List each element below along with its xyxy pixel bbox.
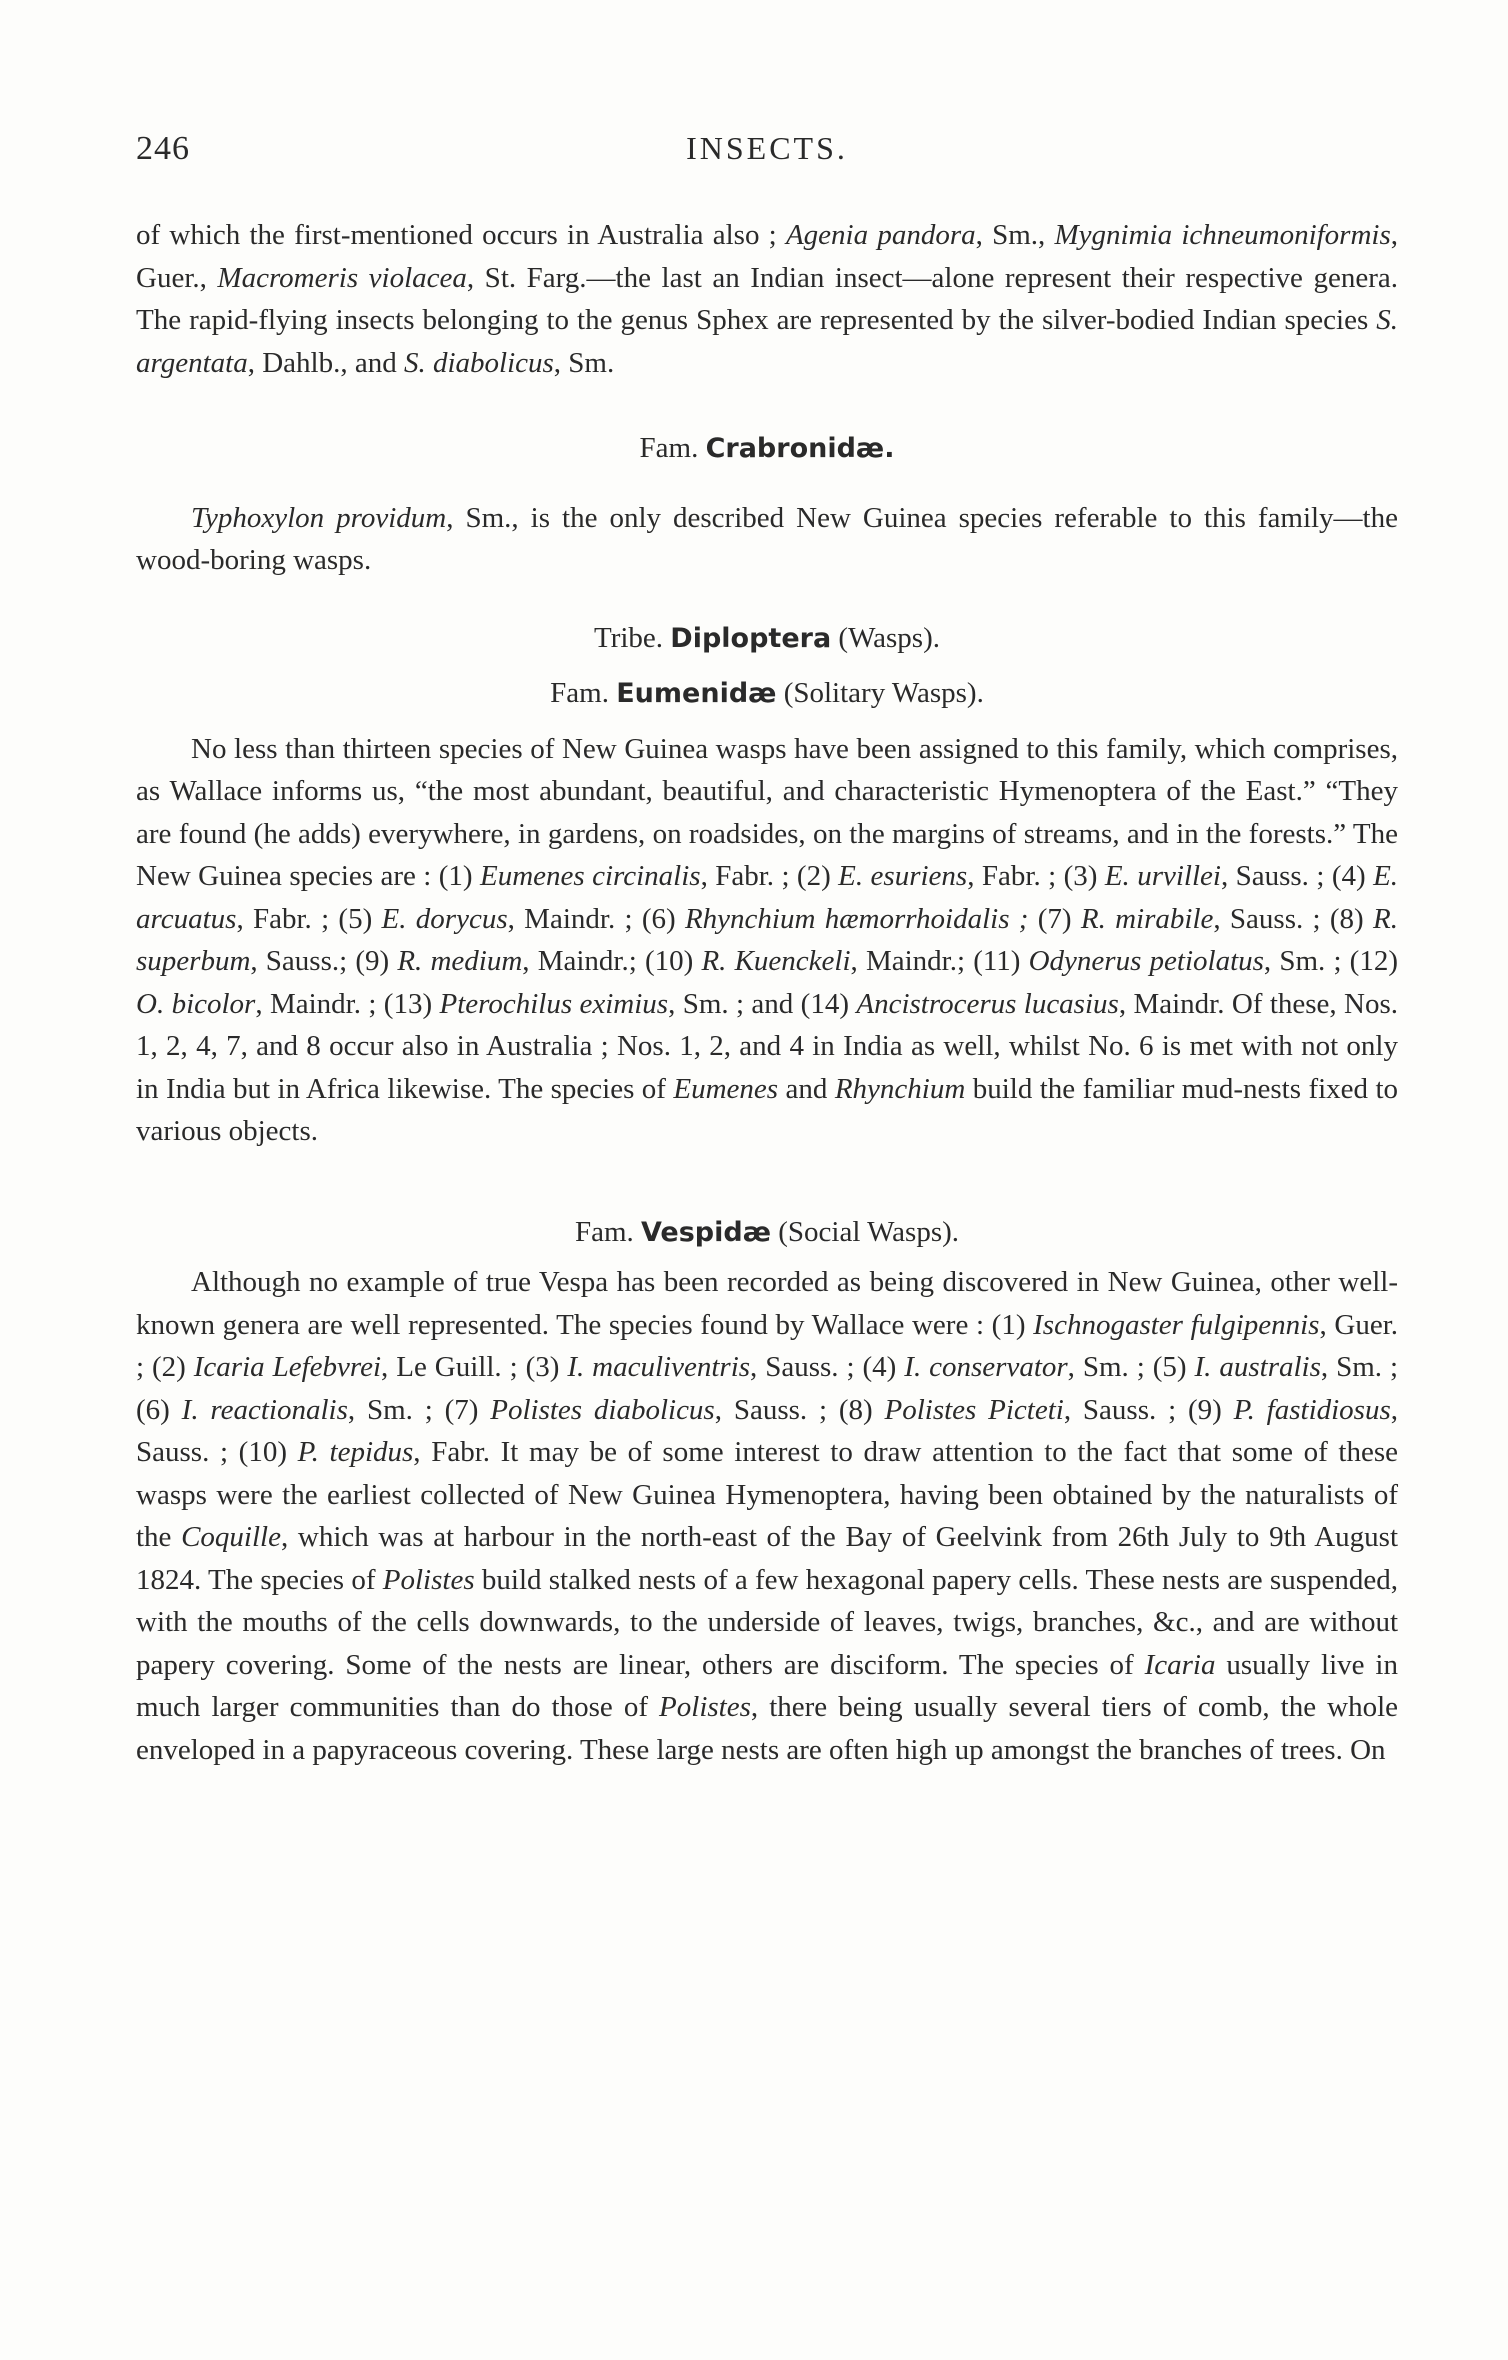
paragraph-sphecidae-continued: of which the first-mentioned occurs in Australia also ; Agenia pandora, Sm., Mygnimia ichneumoniformis, Guer., Macromeris violacea, St. Farg.—the last an Indian insect—alone represent their respective genera. The rapid-flying insects belonging to the genus Sphex are represented by the silver-bodied Indian species S. argentata, Dahlb., and S. diabolicus, Sm.: [136, 219, 1399, 379]
heading-crabronidae: Fam. Crabronidæ.: [639, 432, 895, 464]
paragraph-eumenidae: No less than thirteen species of New Guinea wasps have been assigned to this family, which comprises, as Wallace informs us, “the most abundant, beautiful, and characteristic Hymenoptera of the East.” “They are found (he adds) everywhere, in gardens, on roadsides, on the margins of streams, and in the forests.” The New Guinea species are : (1) Eumenes circinalis, Fabr. ; (2) E. esuriens, Fabr. ; (3) E. urvillei, Sauss. ; (4) E. arcuatus, Fabr. ; (5) E. dorycus, Maindr. ; (6) Rhynchium hæmorrhoidalis ; (7) R. mirabile, Sauss. ; (8) R. superbum, Sauss.; (9) R. medium, Maindr.; (10) R. Kuenckeli, Maindr.; (11) Odynerus petiolatus, Sm. ; (12) O. bicolor, Maindr. ; (13) Pterochilus eximius, Sm. ; and (14) Ancistrocerus lucasius, Maindr. Of these, Nos. 1, 2, 4, 7, and 8 occur also in Australia ; Nos. 1, 2, and 4 in India as well, whilst No. 6 is met with not only in India but in Africa likewise. The species of Eumenes and Rhynchium build the familiar mud-nests fixed to various objects.: [136, 732, 1399, 1147]
page-header: [136, 130, 1398, 180]
heading-vespidae: Fam. Vespidæ (Social Wasps).: [574, 1215, 960, 1248]
heading-tribe-diploptera: Tribe. Diploptera (Wasps).: [594, 621, 940, 654]
running-title: INSECTS.: [686, 130, 848, 166]
page-body: [136, 214, 1398, 1771]
page-number: 246: [136, 130, 190, 167]
heading-eumenidae: Fam. Eumenidæ (Solitary Wasps).: [550, 677, 984, 709]
paragraph-vespidae: Although no example of true Vespa has been recorded as being discovered in New Guinea, other well-known genera are well represented. The species found by Wallace were : (1) Ischnogaster fulgipennis, Guer. ; (2) Icaria Lefebvrei, Le Guill. ; (3) I. maculiventris, Sauss. ; (4) I. conservator, Sm. ; (5) I. australis, Sm. ; (6) I. reactionalis, Sm. ; (7) Polistes diabolicus, Sauss. ; (8) Polistes Picteti, Sauss. ; (9) P. fastidiosus, Sauss. ; (10) P. tepidus, Fabr. It may be of some interest to draw attention to the fact that some of these wasps were the earliest collected of New Guinea Hymenoptera, having been obtained by the naturalists of the Coquille, which was at harbour in the north-east of the Bay of Geelvink from 26th July to 9th August 1824. The species of Polistes build stalked nests of a few hexagonal papery cells. These nests are suspended, with the mouths of the cells downwards, to the underside of leaves, twigs, branches, &c., and are without papery covering. Some of the nests are linear, others are disciform. The species of Icaria usually live in much larger communities than do those of Polistes, there being usually several tiers of comb, the whole enveloped in a papyraceous covering. These large nests are often high up amongst the branches of trees. On: [136, 1266, 1399, 1766]
paragraph-crabronidae: Typhoxylon providum, Sm., is the only described New Guinea species referable to this family—the wood-boring wasps.: [136, 501, 1398, 576]
